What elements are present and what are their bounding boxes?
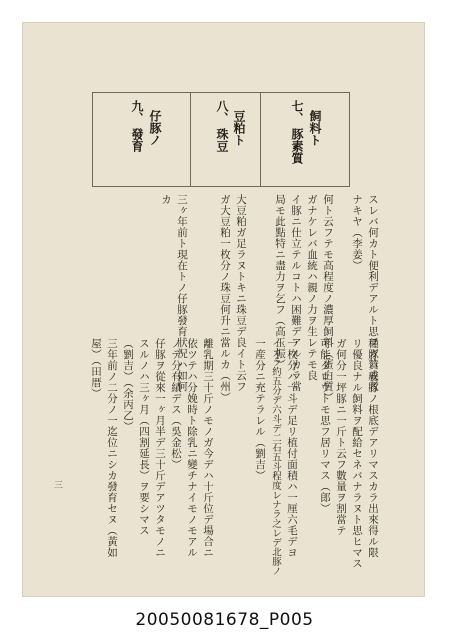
header-rule-2 (260, 92, 261, 187)
text-column: ガ何分一坪豚ニ一斤ト云フ數量ヲ割當テ (335, 338, 347, 536)
heading-7-label: 七、 (290, 100, 304, 124)
text-column: 局モ此點特ニ盡力ヲ乞フ（高玉振） (274, 194, 286, 370)
text-column: リ優良ナル飼料ヲ配給セネバナラヌト思ヒマス (351, 338, 363, 569)
text-column: ガ大豆粕一枚分ノ珠豆何升ニ當ルカ（州） (219, 194, 231, 403)
text-column: 離乳期三十斤ノモノガ今デハ十斤位デ場合ニ (202, 338, 214, 558)
header-rule-1 (190, 92, 191, 187)
text-column: 一産分ニ充テラレル（劉吉） (254, 338, 266, 481)
heading-8-line-2: 珠豆 (215, 128, 229, 152)
text-column: 依ツテハ分娩時ト除乳ニ變チナイモノモアル (186, 338, 198, 558)
text-column: 可能ダロウトモ思フ居リマス（郎） (319, 338, 331, 514)
heading-7-line-2: 豚素質 (290, 128, 304, 164)
text-column: イカラ約五分デ六斗デ二石五斗程度レナラ之レデ北豚ノ (270, 338, 281, 576)
text-column: 三年前ノ二分ノ一迄位ニシカ發育セヌ（黃如 (106, 338, 118, 558)
text-column: 何ト云フテモ高程度ノ濃厚飼料（蛋白質） (322, 194, 334, 403)
text-column: 種豚ハ養豚ノ根底デアリマスカラ出來得ル限 (367, 338, 379, 558)
heading-7-line-1: 飼料ト (308, 110, 322, 146)
text-column: 一枚分ハ一斗デ足リ植付面積ハ一厘六毛デヨ (286, 338, 298, 558)
text-column: 大豆粕ガ足ラヌトキニ珠豆デ良イト云フ (235, 194, 247, 392)
page-number: 三 (54, 481, 64, 491)
text-column: ナキヤ（李姜） (351, 194, 363, 271)
text-column: ガナケレバ血統ハ親ノ力ヲ生レテモ良 (306, 194, 318, 381)
archive-caption: 20050081678_P005 (135, 610, 314, 630)
heading-9-label: 九、 (130, 100, 144, 124)
heading-9-line-1: 仔豚ノ (148, 110, 162, 146)
header-top-rule (92, 92, 349, 93)
text-column: 仔豚ヲ從來一ヶ月半デ三十斤デアツタモノニ (154, 338, 166, 558)
heading-8-line-1: 豆粕ト (232, 110, 246, 146)
text-column: スルノハ三ヶ月（四割延長）ヲ要シマス (138, 338, 150, 536)
text-column: スレバ何カト便利デアルト思フガ贊成者 (367, 194, 379, 392)
text-column: イ豚ニ仕立テルコトハ困難デアルカラ當 (290, 194, 302, 392)
header-rule-left (92, 92, 93, 187)
text-column: ノデ分有績デス（吳金松） (170, 338, 182, 470)
text-column: 屋）（田厝） (90, 338, 102, 399)
text-column: （劉吉）（余丙乙） (122, 338, 134, 432)
heading-8-label: 八、 (215, 100, 229, 124)
heading-9-line-2: 發育 (130, 128, 144, 152)
text-column: 三ヶ年前ト現在トノ仔豚發育狀況ハ如何 (176, 194, 188, 392)
text-column: カ (160, 194, 172, 205)
header-bottom-rule (92, 186, 349, 187)
header-rule-right (349, 92, 350, 187)
